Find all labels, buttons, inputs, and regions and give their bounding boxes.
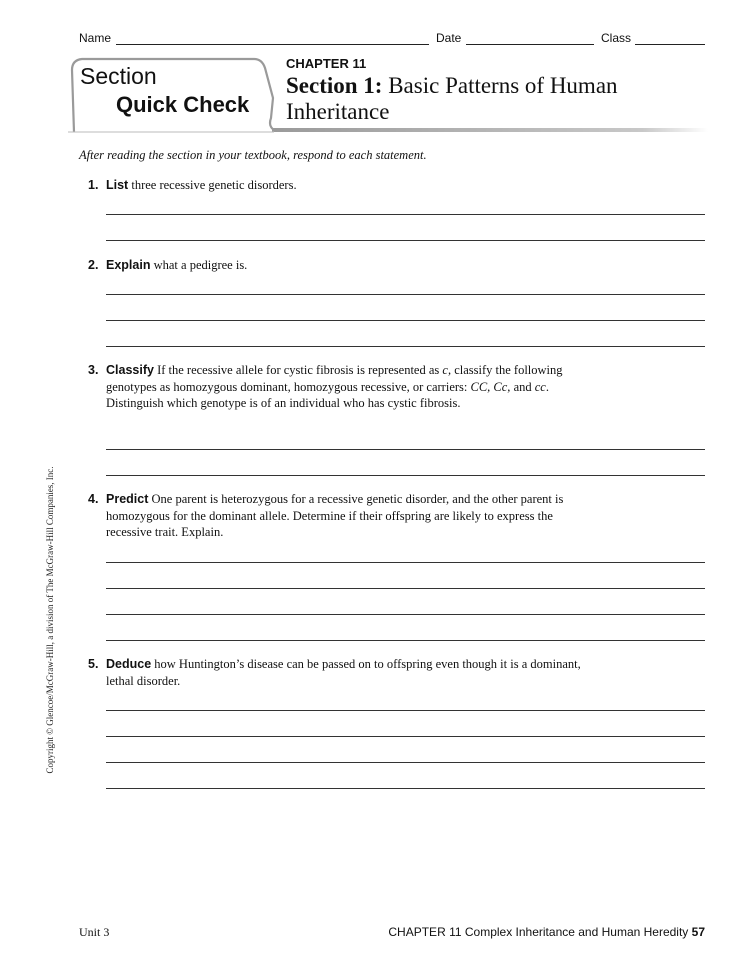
genotype-list: CC, Cc,: [470, 379, 511, 394]
answer-line[interactable]: [106, 762, 705, 763]
name-label: Name: [79, 31, 112, 45]
tab-quick-check-label: Quick Check: [116, 92, 250, 117]
tab-section-label: Section: [80, 63, 157, 89]
answer-line[interactable]: [106, 588, 705, 589]
class-label: Class: [601, 31, 632, 45]
answer-line[interactable]: [106, 562, 705, 563]
answer-line[interactable]: [106, 710, 705, 711]
answer-line[interactable]: [106, 240, 705, 241]
allele-symbol: c,: [442, 363, 452, 377]
question-keyword: List: [106, 178, 129, 192]
question-text: classify the following genotypes as homozygous dominant, homozygous recessive, or carriers:: [106, 363, 563, 394]
answer-line[interactable]: [106, 294, 705, 295]
answer-line[interactable]: [106, 475, 705, 476]
copyright-notice: Copyright © Glencoe/McGraw-Hill, a division of The McGraw-Hill Companies, Inc.: [45, 466, 55, 774]
class-field[interactable]: [635, 44, 705, 45]
question-keyword: Classify: [106, 363, 154, 377]
answer-line[interactable]: [106, 736, 705, 737]
question-keyword: Predict: [106, 492, 149, 506]
answer-line[interactable]: [106, 788, 705, 789]
section-title-number: Section 1:: [286, 73, 383, 98]
section-title-text: Basic Patterns of Human Inheritance: [286, 73, 618, 124]
question-text: If the recessive allele for cystic fibrosis is represented as: [153, 363, 443, 377]
answer-line[interactable]: [106, 214, 705, 215]
question-5: [88, 656, 588, 689]
name-field[interactable]: [116, 44, 429, 45]
question-keyword: Explain: [106, 258, 151, 272]
date-label: Date: [436, 31, 462, 45]
chapter-label: CHAPTER 11: [286, 56, 367, 71]
question-number: 1.: [88, 178, 99, 192]
question-number: 5.: [88, 657, 99, 671]
answer-line[interactable]: [106, 320, 705, 321]
answer-line[interactable]: [106, 346, 705, 347]
question-keyword: Deduce: [106, 657, 152, 671]
footer-chapter: [388, 925, 705, 939]
question-text: and: [510, 379, 535, 394]
question-4: [88, 491, 588, 541]
answer-line[interactable]: [106, 614, 705, 615]
question-text: . Distinguish which genotype is of an individual who has cystic fibrosis.: [106, 379, 549, 410]
page-number: 57: [691, 925, 705, 939]
question-text: One parent is heterozygous for a recessive genetic disorder, and the other parent is homozygous for the dominant allele. Determine if their offspring are likely to express the recessive trait. Explain.: [106, 492, 564, 539]
section-title: [286, 73, 706, 125]
answer-line[interactable]: [106, 640, 705, 641]
answer-line[interactable]: [106, 449, 705, 450]
question-number: 3.: [88, 363, 99, 377]
question-number: 4.: [88, 492, 99, 506]
question-3: [88, 362, 588, 412]
footer-chapter-title: CHAPTER 11 Complex Inheritance and Human Heredity: [388, 925, 692, 939]
question-1: [88, 177, 608, 194]
question-text: what a pedigree is.: [150, 258, 248, 272]
date-field[interactable]: [466, 44, 594, 45]
question-2: [88, 257, 608, 274]
genotype-cc: cc: [534, 379, 546, 394]
question-text: three recessive genetic disorders.: [128, 178, 297, 192]
instructions: After reading the section in your textbook, respond to each statement.: [79, 148, 427, 162]
question-text: how Huntington’s disease can be passed on to offspring even though it is a dominant, lethal disorder.: [106, 657, 581, 688]
question-number: 2.: [88, 258, 99, 272]
footer-unit: Unit 3: [79, 925, 110, 939]
